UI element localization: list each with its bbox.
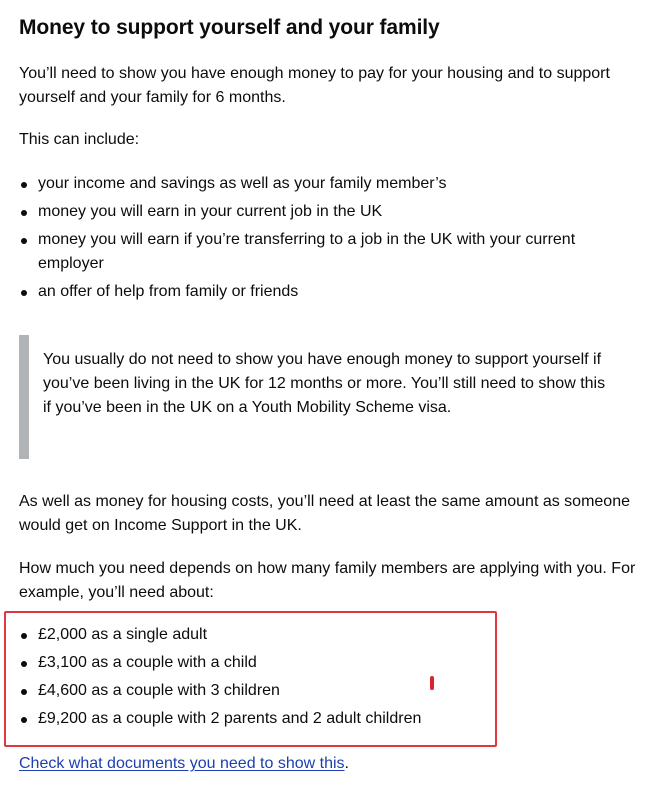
link-suffix: . (344, 755, 349, 772)
list-item: £4,600 as a couple with 3 children (19, 679, 639, 703)
list-item: £2,000 as a single adult (19, 623, 639, 647)
can-include-paragraph: This can include: (19, 131, 140, 148)
how-much-paragraph: How much you need depends on how many family members are applying with you. For example, you’ll need about: (19, 560, 636, 601)
list-item: money you will earn if you’re transferring to a job in the UK with your current employer (19, 228, 628, 276)
section-heading: Money to support yourself and your family (19, 16, 440, 39)
highlight-annotation-box (4, 611, 497, 747)
list-item: your income and savings as well as your family member’s (19, 172, 629, 196)
list-item: money you will earn in your current job in the UK (19, 200, 629, 224)
list-item: £3,100 as a couple with a child (19, 651, 639, 675)
documents-link-line (19, 752, 349, 776)
include-list (19, 172, 629, 308)
inset-text (19, 335, 619, 459)
list-item: £9,200 as a couple with 2 parents and 2 adult children (19, 707, 639, 731)
check-documents-link[interactable]: Check what documents you need to show this (19, 755, 345, 772)
intro-paragraph: You’ll need to show you have enough money to pay for your housing and to support yourself and your family for 6 months. (19, 65, 610, 106)
annotation-mark (430, 676, 434, 690)
inset-paragraph: You usually do not need to show you have enough money to support yourself if you’ve been living in the UK for 12 months or more. You’ll still need to show this if you’ve been in the UK on a Youth Mobility Scheme visa. (43, 351, 606, 416)
housing-costs-paragraph: As well as money for housing costs, you’ll need at least the same amount as someone would get on Income Support in the UK. (19, 493, 630, 534)
list-item: an offer of help from family or friends (19, 280, 629, 304)
